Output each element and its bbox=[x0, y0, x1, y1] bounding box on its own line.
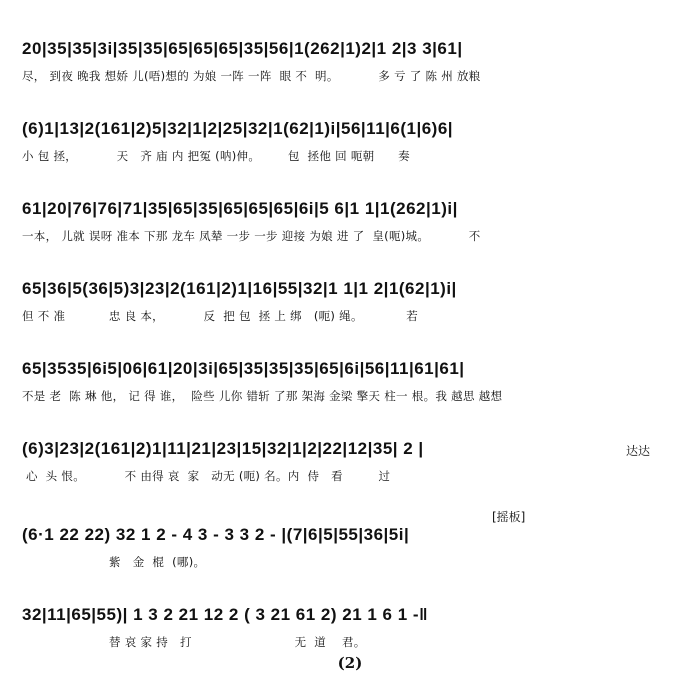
notation-line: 20|35|35|3i|35|35|65|65|65|35|56|1(262|1)2|1 2|3 3|61| bbox=[22, 39, 463, 58]
lyrics-line: 小 包 拯， 天 齐 庙 内 把冤 (呐)伸。 包 拯他 回 呃朝 奏 bbox=[22, 149, 410, 163]
lyrics-line: 替 哀 家 持 打 无 道 君。 bbox=[22, 635, 366, 649]
lyrics-line: 尽， 到夜 晚我 想娇 儿(唔)想的 为娘 一阵 一阵 眼 不 明。 多 亏 了 陈 州 放粮 bbox=[22, 69, 481, 83]
page-number: (2) bbox=[337, 654, 363, 672]
lyrics-line: 不是 老 陈 琳 他， 记 得 谁， 险些 儿你 错斩 了那 架海 金梁 擎天 柱一 根。我 越思 越想 bbox=[22, 389, 503, 403]
lyrics-line: 心 头 恨。 不 由得 哀 家 动无 (呃) 名。内 侍 看 过 bbox=[22, 469, 391, 483]
section-label-yaoban: [摇板] bbox=[492, 510, 526, 524]
notation-line: 65|36|5(36|5)3|23|2(161|2)1|16|55|32|1 1|1 2|1(62|1)i| bbox=[22, 279, 457, 298]
lyrics-line: 紫 金 棍 (哪)。 bbox=[22, 555, 206, 569]
notation-line: (6)3|23|2(161|2)1|11|21|23|15|32|1|2|22|12|35| 2 | bbox=[22, 439, 424, 458]
notation-line: (6)1|13|2(161|2)5|32|1|2|25|32|1(62|1)i|56|11|6(1|6)6| bbox=[22, 119, 454, 138]
notation-line: 65|3535|6i5|06|61|20|3i|65|35|35|35|65|6i|56|11|61|61| bbox=[22, 359, 465, 378]
lyrics-line: 但 不 准 忠 良 本， 反 把 包 拯 上 绑 (呃) 绳。 若 bbox=[22, 309, 419, 323]
notation-line: 61|20|76|76|71|35|65|35|65|65|65|6i|5 6|1 1|1(262|1)i| bbox=[22, 199, 458, 218]
lyrics-line: 一本， 儿就 误呀 准本 下那 龙车 凤辇 一步 一步 迎接 为娘 进 了 皇(呃)城。 不 bbox=[22, 229, 481, 243]
side-mark-dada: 达达 bbox=[626, 444, 651, 458]
notation-line: 32|11|65|55)| 1 3 2 21 12 2 ( 3 21 61 2) 21 1 6 1 -‖ bbox=[22, 605, 429, 624]
notation-line: (6·1 22 22) 32 1 2 - 4 3 - 3 3 2 - |(7|6|5|55|36|5i| bbox=[22, 525, 410, 544]
